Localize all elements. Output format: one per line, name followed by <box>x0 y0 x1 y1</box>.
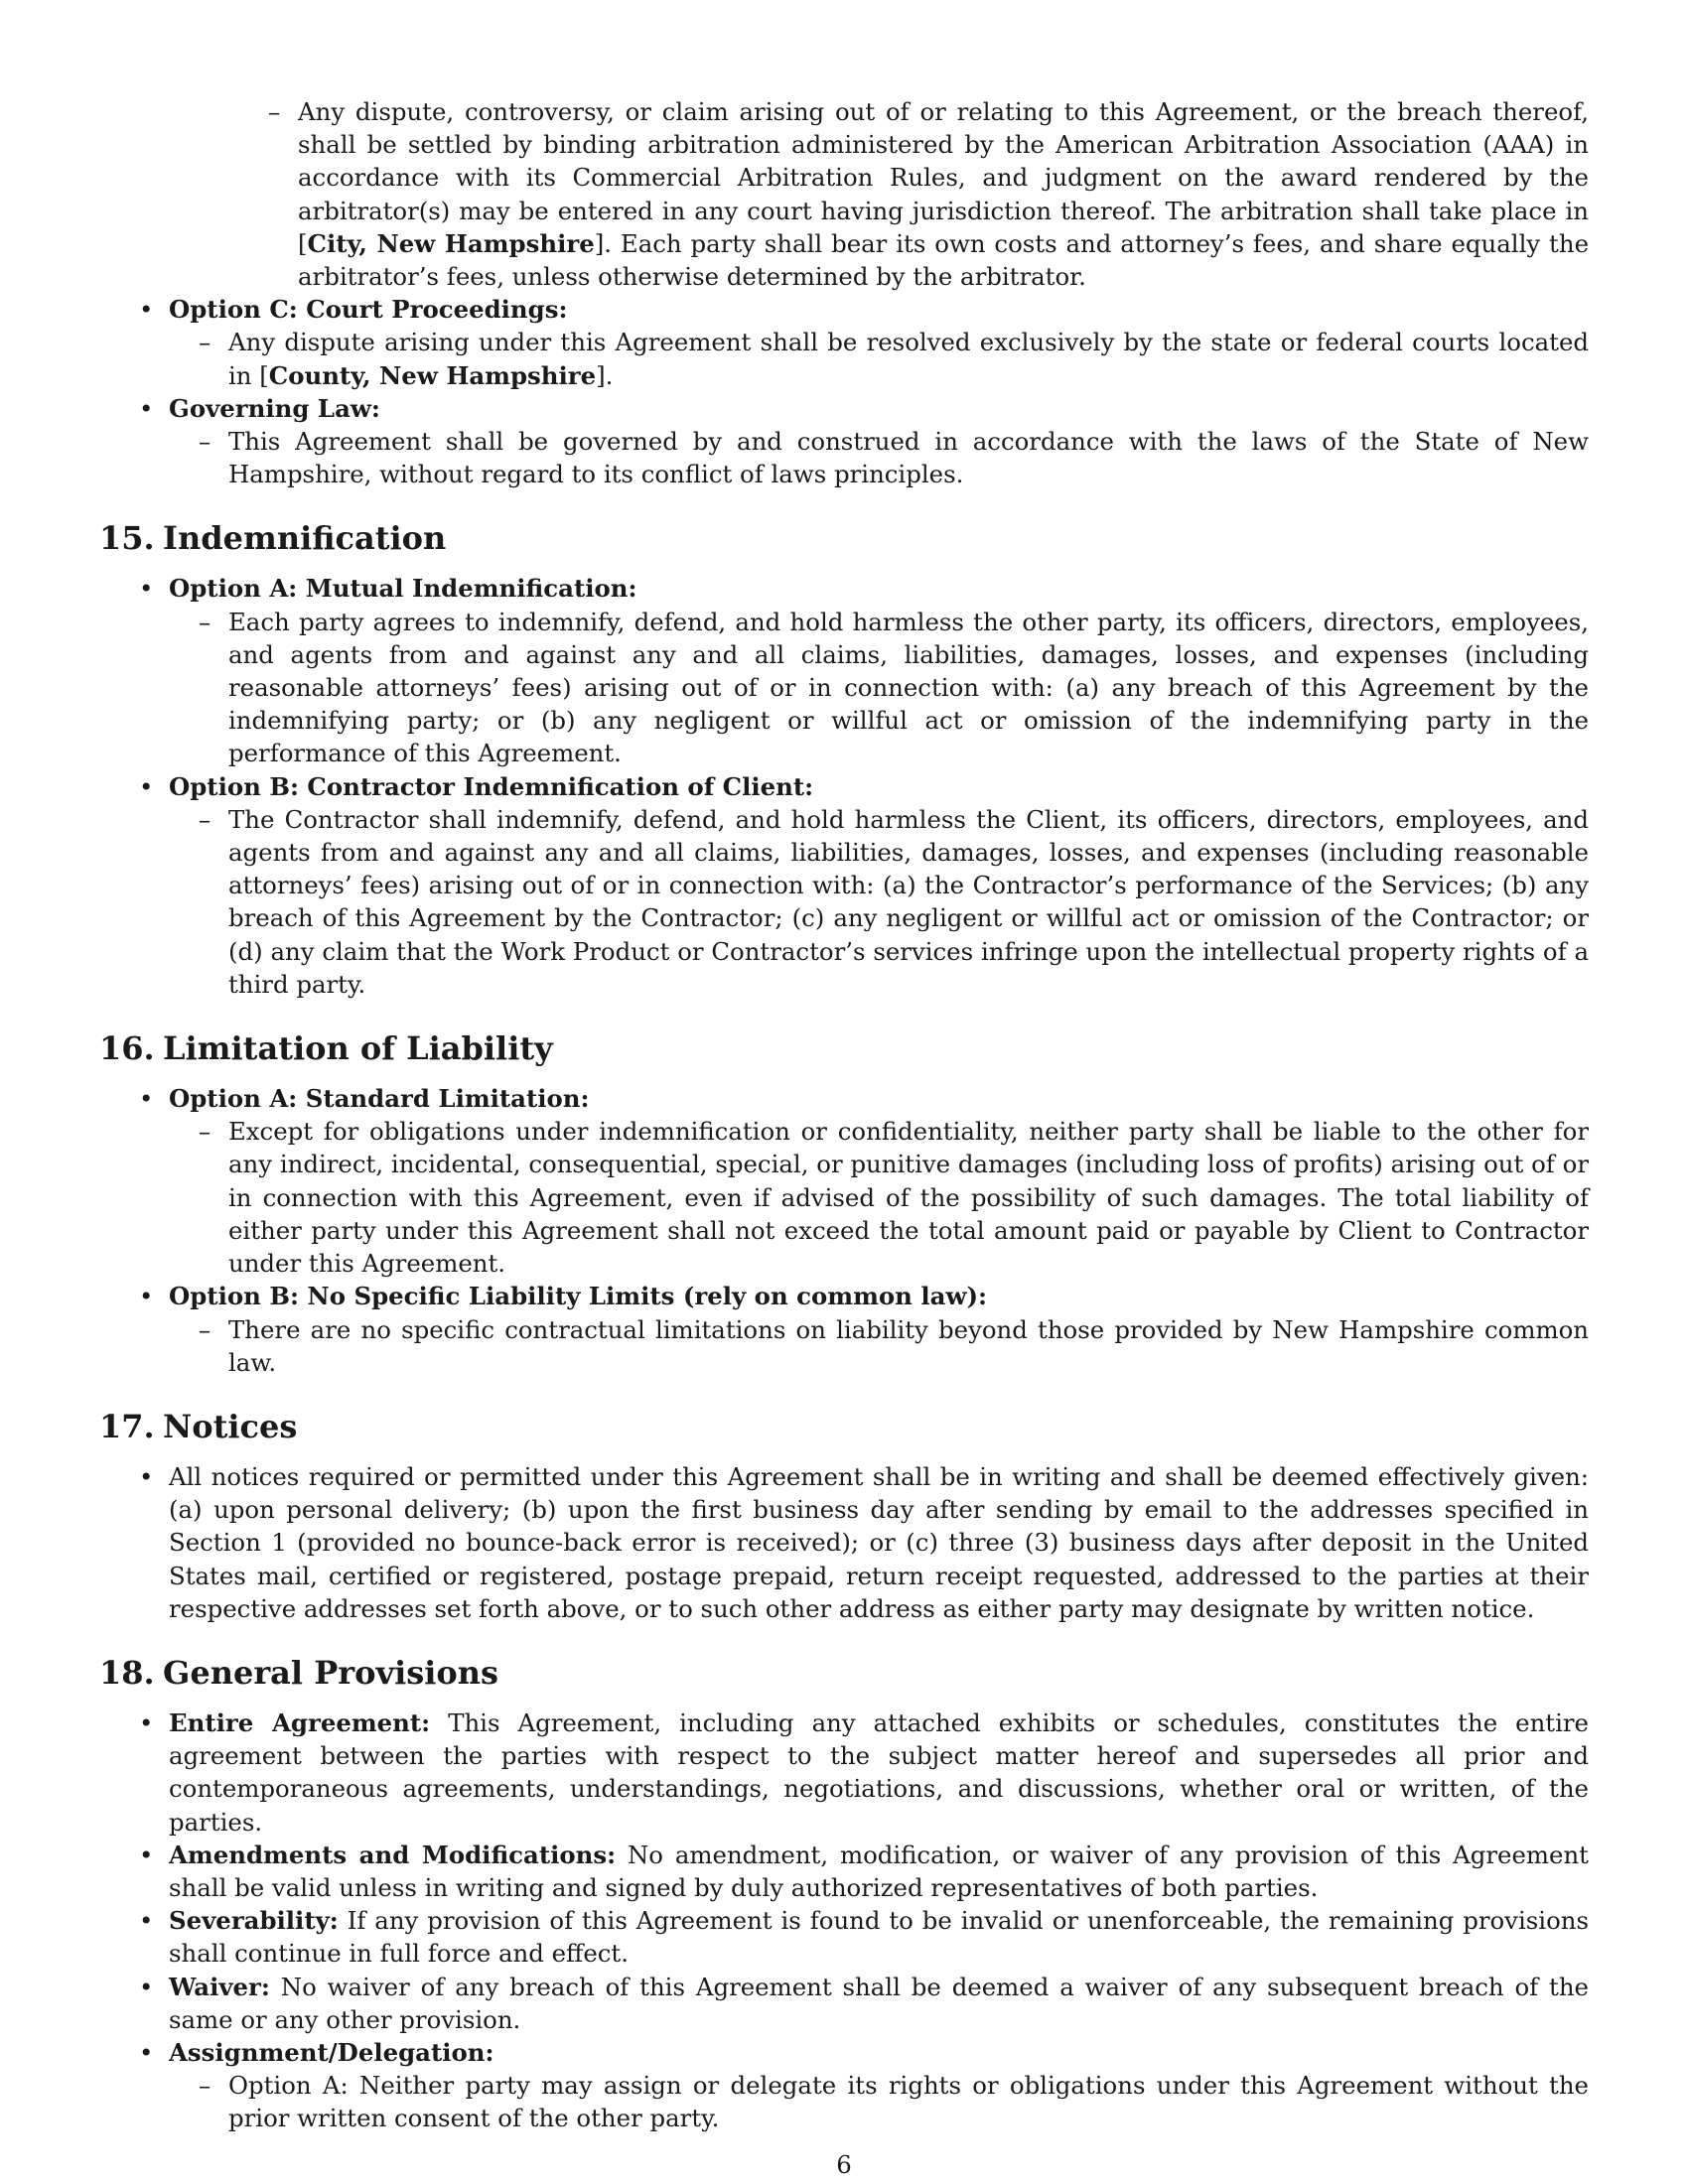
governing-law-text: – This Agreement shall be governed by and construed in accordance with the laws of the State of New Hampshire, without regard to its conflict of laws principles. <box>228 425 1589 490</box>
s18-amendments: • Amendments and Modifications: No amendment, modification, or waiver of any provision of this Agreement shall be valid unless in writing and signed by duly authorized representatives of both parties. <box>169 1839 1589 1904</box>
s18-assignment-sublist <box>228 2069 1589 2134</box>
arbitration-city: City, New Hampshire <box>307 228 595 258</box>
section-18-list <box>169 1706 1589 2135</box>
option-c-text: – Any dispute arising under this Agreement shall be resolved exclusively by the state or federal courts located in [County, New Hampshire]. <box>228 326 1589 391</box>
arbitration-text-end: ]. Each party shall bear its own costs and attorney’s fees, and share equally the arbitrator’s fees, unless otherwise determined by the arbitrator. <box>298 228 1590 292</box>
s18-assignment <box>169 2036 1589 2135</box>
s15-option-a-text: – Each party agrees to indemnify, defend, and hold harmless the other party, its officers, directors, employees, and agents from and against any and all claims, liabilities, damages, losses, and expenses (including reasonable attorneys’ fees) arising out of or in connection with: (a) any breach of this Agreement by the indemnifying party; or (b) any negligent or willful act or omission of the indemnifying party in the performance of this Agreement. <box>228 606 1589 770</box>
section-15-list <box>169 572 1589 1001</box>
section-17-list <box>169 1460 1589 1625</box>
dispute-options-list <box>169 293 1589 490</box>
governing-law-sublist <box>228 425 1589 490</box>
s15-option-a-heading: • Option A: Mutual Indemnification: <box>169 572 1589 605</box>
option-c-item <box>169 293 1589 392</box>
s15-option-a <box>169 572 1589 769</box>
s18-assignment-heading: • Assignment/Delegation: <box>169 2036 1589 2069</box>
s16-option-a <box>169 1082 1589 1280</box>
governing-law-heading: • Governing Law: <box>169 392 1589 425</box>
s16-option-a-sublist <box>228 1115 1589 1280</box>
section-16-heading: 16. Limitation of Liability <box>99 1029 553 1068</box>
s18-severability: • Severability: If any provision of this Agreement is found to be invalid or unenforceable, the remaining provisions shall continue in full force and effect. <box>169 1904 1589 1970</box>
s15-option-a-sublist <box>228 606 1589 770</box>
arbitration-clause <box>298 95 1589 293</box>
s15-option-b-sublist <box>228 803 1589 1001</box>
section-15-heading: 15. Indemnification <box>99 519 447 558</box>
s17-notices-text: • All notices required or permitted under this Agreement shall be in writing and shall be deemed effectively given: (a) upon personal delivery; (b) upon the first business day after sending by email to the addresses specified in Section 1 (provided no bounce-back error is received); or (c) three (3) business days after deposit in the United States mail, certified or registered, postage prepaid, return receipt requested, addressed to the parties at their respective addresses set forth above, or to such other address as either party may designate by written notice. <box>169 1460 1589 1625</box>
s15-option-b-heading: • Option B: Contractor Indemnification of Client: <box>169 770 1589 803</box>
section-18-heading: 18. General Provisions <box>99 1653 499 1692</box>
section-16-list <box>169 1082 1589 1379</box>
s16-option-b-sublist <box>228 1313 1589 1379</box>
page-number: 6 <box>836 2150 852 2179</box>
court-county: County, New Hampshire <box>268 360 597 390</box>
document-page <box>99 95 1589 2135</box>
s15-option-b-text: – The Contractor shall indemnify, defend, and hold harmless the Client, its officers, directors, employees, and agents from and against any and all claims, liabilities, damages, losses, and expenses (including reasonable attorneys’ fees) arising out of or in connection with: (a) the Contractor’s performance of the Services; (b) any breach of this Agreement by the Contractor; (c) any negligent or willful act or omission of the Contractor; or (d) any claim that the Work Product or Contractor’s services infringe upon the intellectual property rights of a third party. <box>228 803 1589 1001</box>
s16-option-b-text: – There are no specific contractual limitations on liability beyond those provided by New Hampshire common law. <box>228 1313 1589 1379</box>
s15-option-b <box>169 770 1589 1001</box>
option-c-sublist <box>228 326 1589 391</box>
s18-waiver: • Waiver: No waiver of any breach of this Agreement shall be deemed a waiver of any subsequent breach of the same or any other provision. <box>169 1971 1589 2036</box>
section-17-heading: 17. Notices <box>99 1407 298 1445</box>
s18-assignment-text: – Option A: Neither party may assign or delegate its rights or obligations under this Agreement without the prior written consent of the other party. <box>228 2069 1589 2134</box>
option-c-heading: • Option C: Court Proceedings: <box>169 293 1589 326</box>
governing-law-item <box>169 392 1589 491</box>
s16-option-a-heading: • Option A: Standard Limitation: <box>169 1082 1589 1115</box>
arbitration-text: Any dispute, controversy, or claim arising out of or relating to this Agreement, or the breach thereof, shall be settled by binding arbitration administered by the American Arbitration Association (AAA) in accordance with its Commercial Arbitration Rules, and judgment on the award rendered by the arbitrator(s) may be entered in any court having jurisdiction thereof. The arbitration shall take place in [ <box>298 97 1589 258</box>
s18-entire-agreement: • Entire Agreement: This Agreement, including any attached exhibits or schedules, constitutes the entire agreement between the parties with respect to the subject matter hereof and supersedes all prior and contemporaneous agreements, understandings, negotiations, and discussions, whether oral or written, of the parties. <box>169 1706 1589 1839</box>
s16-option-b <box>169 1280 1589 1379</box>
s16-option-a-text: – Except for obligations under indemnification or confidentiality, neither party shall be liable to the other for any indirect, incidental, consequential, special, or punitive damages (including loss of profits) arising out of or in connection with this Agreement, even if advised of the possibility of such damages. The total liability of either party under this Agreement shall not exceed the total amount paid or payable by Client to Contractor under this Agreement. <box>228 1115 1589 1280</box>
s16-option-b-heading: • Option B: No Specific Liability Limits (rely on common law): <box>169 1280 1589 1312</box>
